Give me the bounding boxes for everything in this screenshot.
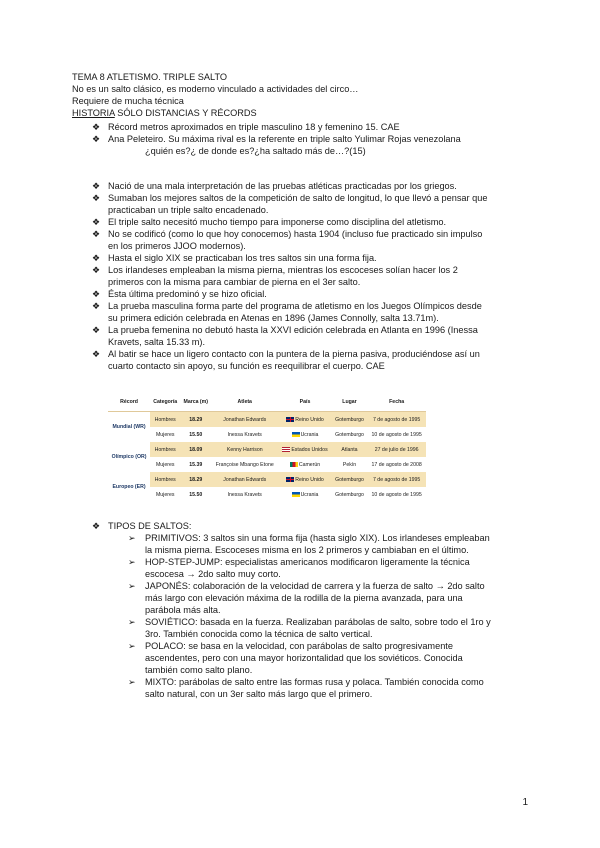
- bullet-text: La prueba femenina no debutó hasta la XXVI edición celebrada en Atlanta en 1996 (Inessa: [108, 325, 478, 335]
- flag-icon: [286, 417, 294, 422]
- table-row: [108, 457, 426, 472]
- tipo-text: escocesa → 2do salto muy corto.: [145, 569, 281, 579]
- tipos-heading: TIPOS DE SALTOS:: [108, 521, 192, 531]
- category-cell: Hombres: [150, 472, 180, 487]
- country-cell: [278, 457, 331, 472]
- date-cell: 10 de agosto de 1995: [367, 427, 426, 442]
- table-header: Fecha: [367, 393, 426, 412]
- place-cell: Gotemburgo: [332, 472, 368, 487]
- tipo-text: HOP-STEP-JUMP: especialistas americanos modificaron ligeramente la técnica: [145, 557, 470, 567]
- table-header: Marca (m): [180, 393, 211, 412]
- bullet-text: primeros con la misma para cambiar de pierna en el 3er salto.: [108, 277, 361, 287]
- tipo-text: POLACO: se basa en la velocidad, con parábolas de salto progresivamente: [145, 641, 453, 651]
- table-row: [108, 487, 426, 502]
- bullet-text: Kravets, salta 15.33 m).: [108, 337, 206, 347]
- athlete-cell: Inessa Kravets: [211, 487, 278, 502]
- mark-cell: 18.29: [180, 412, 211, 428]
- country-name: Ucrania: [300, 491, 319, 498]
- bullet-text: en los primeros JJOO modernos).: [108, 241, 246, 251]
- place-cell: Gotemburgo: [332, 412, 368, 428]
- arrow-bullet-icon: ➢: [128, 641, 136, 651]
- table-header: Atleta: [211, 393, 278, 412]
- tipo-text: también como salto plano.: [145, 665, 253, 675]
- arrow-bullet-icon: ➢: [128, 533, 136, 543]
- diamond-bullet-icon: ❖: [92, 265, 101, 275]
- athlete-cell: Françoise Mbango Etone: [211, 457, 278, 472]
- bullet-text: Los irlandeses empleaban la misma pierna, mientras los escoceses solían hacer los 2: [108, 265, 458, 275]
- flag-icon: [290, 462, 298, 467]
- country-name: Estados Unidos: [291, 446, 328, 453]
- mark-cell: 15.39: [180, 457, 211, 472]
- country-cell: [278, 442, 331, 457]
- date-cell: 7 de agosto de 1995: [367, 472, 426, 487]
- history-heading: [72, 107, 257, 119]
- arrow-bullet-icon: ➢: [128, 617, 136, 627]
- bullet-text: El triple salto necesitó mucho tiempo para imponerse como disciplina del atletismo.: [108, 217, 447, 227]
- tipo-text: salto natural, con un 3er salto más largo que el primero.: [145, 689, 373, 699]
- record-group-label: Olímpico (OR): [108, 442, 150, 472]
- record-group-label: Europeo (ER): [108, 472, 150, 502]
- diamond-bullet-icon: ❖: [92, 301, 101, 311]
- record-group-label: Mundial (WR): [108, 412, 150, 443]
- bullet-text: Hasta el siglo XIX se practicaban los tres saltos sin una forma fija.: [108, 253, 377, 263]
- bullet-text: practicaban un triple salto encadenado.: [108, 205, 269, 215]
- country-name: Reino Unido: [295, 476, 324, 483]
- diamond-bullet-icon: ❖: [92, 193, 101, 203]
- doc-title: TEMA 8 ATLETISMO. TRIPLE SALTO: [72, 72, 228, 82]
- athlete-cell: Jonathan Edwards: [211, 412, 278, 428]
- intro-line: No es un salto clásico, es moderno vinculado a actividades del circo…: [72, 84, 359, 94]
- table-header: País: [278, 393, 331, 412]
- page-number: 1: [522, 797, 528, 808]
- bullet-text: cuarto contacto sin apoyo, su función es reequilibrar el cuerpo. CAE: [108, 361, 385, 371]
- arrow-bullet-icon: ➢: [128, 581, 136, 591]
- diamond-bullet-icon: ❖: [92, 134, 101, 144]
- intro-line-technique: Requiere de mucha técnica: [72, 96, 184, 106]
- flag-icon: [292, 432, 300, 437]
- tipo-text: PRIMITIVOS: 3 saltos sin una forma fija (hasta siglo XIX). Los irlandeses empleaban: [145, 533, 490, 543]
- place-cell: Gotemburgo: [332, 487, 368, 502]
- table-row: [108, 427, 426, 442]
- category-cell: Hombres: [150, 442, 180, 457]
- table-row: [108, 472, 426, 487]
- bullet-text: No se codificó (como lo que hoy conocemos) hasta 1904 (incluso fue practicado sin impulso: [108, 229, 483, 239]
- flag-icon: [286, 477, 294, 482]
- diamond-bullet-icon: ❖: [92, 229, 101, 239]
- flag-icon: [292, 492, 300, 497]
- bullet-text: Al batir se hace un ligero contacto con la puntera de la pierna pasiva, produciéndose así un: [108, 349, 480, 359]
- diamond-bullet-icon: ❖: [92, 349, 101, 359]
- table-row: [108, 442, 426, 457]
- tipo-text: más largo con elevación máxima de la rodilla de la pierna avanzada, para una: [145, 593, 463, 603]
- tipo-text: SOVIÉTICO: basada en la fuerza. Realizaban parábolas de salto, sobre todo el 1ro y: [145, 617, 491, 627]
- bullet-text: Ana Peleteiro. Su máxima rival es la referente en triple salto Yulimar Rojas venezolana: [108, 134, 461, 144]
- table-row: [108, 412, 426, 428]
- bullet-text: La prueba masculina forma parte del programa de atletismo en los Juegos Olímpicos desde: [108, 301, 482, 311]
- bullet-text: Récord metros aproximados en triple masculino 18 y femenino 15. CAE: [108, 122, 400, 132]
- diamond-bullet-icon: ❖: [92, 521, 101, 531]
- diamond-bullet-icon: ❖: [92, 289, 101, 299]
- category-cell: Mujeres: [150, 427, 180, 442]
- tipo-text: la misma pierna. Escoceses misma en los 2 primeros y cambiaban en el último.: [145, 545, 469, 555]
- records-table: [108, 393, 426, 502]
- category-cell: Mujeres: [150, 487, 180, 502]
- country-name: Reino Unido: [295, 416, 324, 423]
- diamond-bullet-icon: ❖: [92, 325, 101, 335]
- table-header: Categoría: [150, 393, 180, 412]
- category-cell: Hombres: [150, 412, 180, 428]
- bullet-text: Sumaban los mejores saltos de la competición de salto de longitud, lo que llevó a pensar que: [108, 193, 488, 203]
- history-underlined: HISTORIA: [72, 108, 115, 118]
- tipo-text: 3ro. También conocida como la técnica de salto vertical.: [145, 629, 373, 639]
- place-cell: Pekín: [332, 457, 368, 472]
- table-header: Récord: [108, 393, 150, 412]
- diamond-bullet-icon: ❖: [92, 181, 101, 191]
- bullet-text: su primera edición celebrada en Atenas en 1896 (James Connolly, salta 13.71m).: [108, 313, 439, 323]
- bullet-text: Ésta última predominó y se hizo oficial.: [108, 289, 267, 299]
- athlete-cell: Jonathan Edwards: [211, 472, 278, 487]
- country-cell: [278, 472, 331, 487]
- arrow-bullet-icon: ➢: [128, 677, 136, 687]
- bullet-text-indent: ¿quién es?¿ de donde es?¿ha saltado más de…?(15): [145, 146, 366, 156]
- table-header: Lugar: [332, 393, 368, 412]
- tipo-text: MIXTO: parábolas de salto entre las formas rusa y polaca. También conocida como: [145, 677, 484, 687]
- tipo-text: JAPONÉS: colaboración de la velocidad de carrera y la fuerza de salto → 2do salto: [145, 581, 485, 591]
- arrow-bullet-icon: ➢: [128, 557, 136, 567]
- country-cell: [278, 412, 331, 428]
- date-cell: 27 de julio de 1996: [367, 442, 426, 457]
- diamond-bullet-icon: ❖: [92, 253, 101, 263]
- athlete-cell: Kenny Harrison: [211, 442, 278, 457]
- athlete-cell: Inessa Kravets: [211, 427, 278, 442]
- date-cell: 17 de agosto de 2008: [367, 457, 426, 472]
- mark-cell: 18.29: [180, 472, 211, 487]
- mark-cell: 15.50: [180, 487, 211, 502]
- country-cell: [278, 487, 331, 502]
- table-header-row: [108, 393, 426, 412]
- place-cell: Gotemburgo: [332, 427, 368, 442]
- country-name: Camerún: [298, 461, 321, 468]
- tipo-text: ascendentes, pero con una mayor horizontalidad que los soviéticos. Conocida: [145, 653, 463, 663]
- diamond-bullet-icon: ❖: [92, 122, 101, 132]
- date-cell: 10 de agosto de 1995: [367, 487, 426, 502]
- country-name: Ucrania: [300, 431, 319, 438]
- mark-cell: 18.09: [180, 442, 211, 457]
- tipo-text: parábola más alta.: [145, 605, 221, 615]
- category-cell: Mujeres: [150, 457, 180, 472]
- mark-cell: 15.50: [180, 427, 211, 442]
- diamond-bullet-icon: ❖: [92, 217, 101, 227]
- place-cell: Atlanta: [332, 442, 368, 457]
- date-cell: 7 de agosto de 1995: [367, 412, 426, 428]
- bullet-text: Nació de una mala interpretación de las pruebas atléticas practicadas por los griegos.: [108, 181, 457, 191]
- history-heading-rest: SÓLO DISTANCIAS Y RÉCORDS: [114, 108, 257, 118]
- flag-icon: [282, 447, 290, 452]
- country-cell: [278, 427, 331, 442]
